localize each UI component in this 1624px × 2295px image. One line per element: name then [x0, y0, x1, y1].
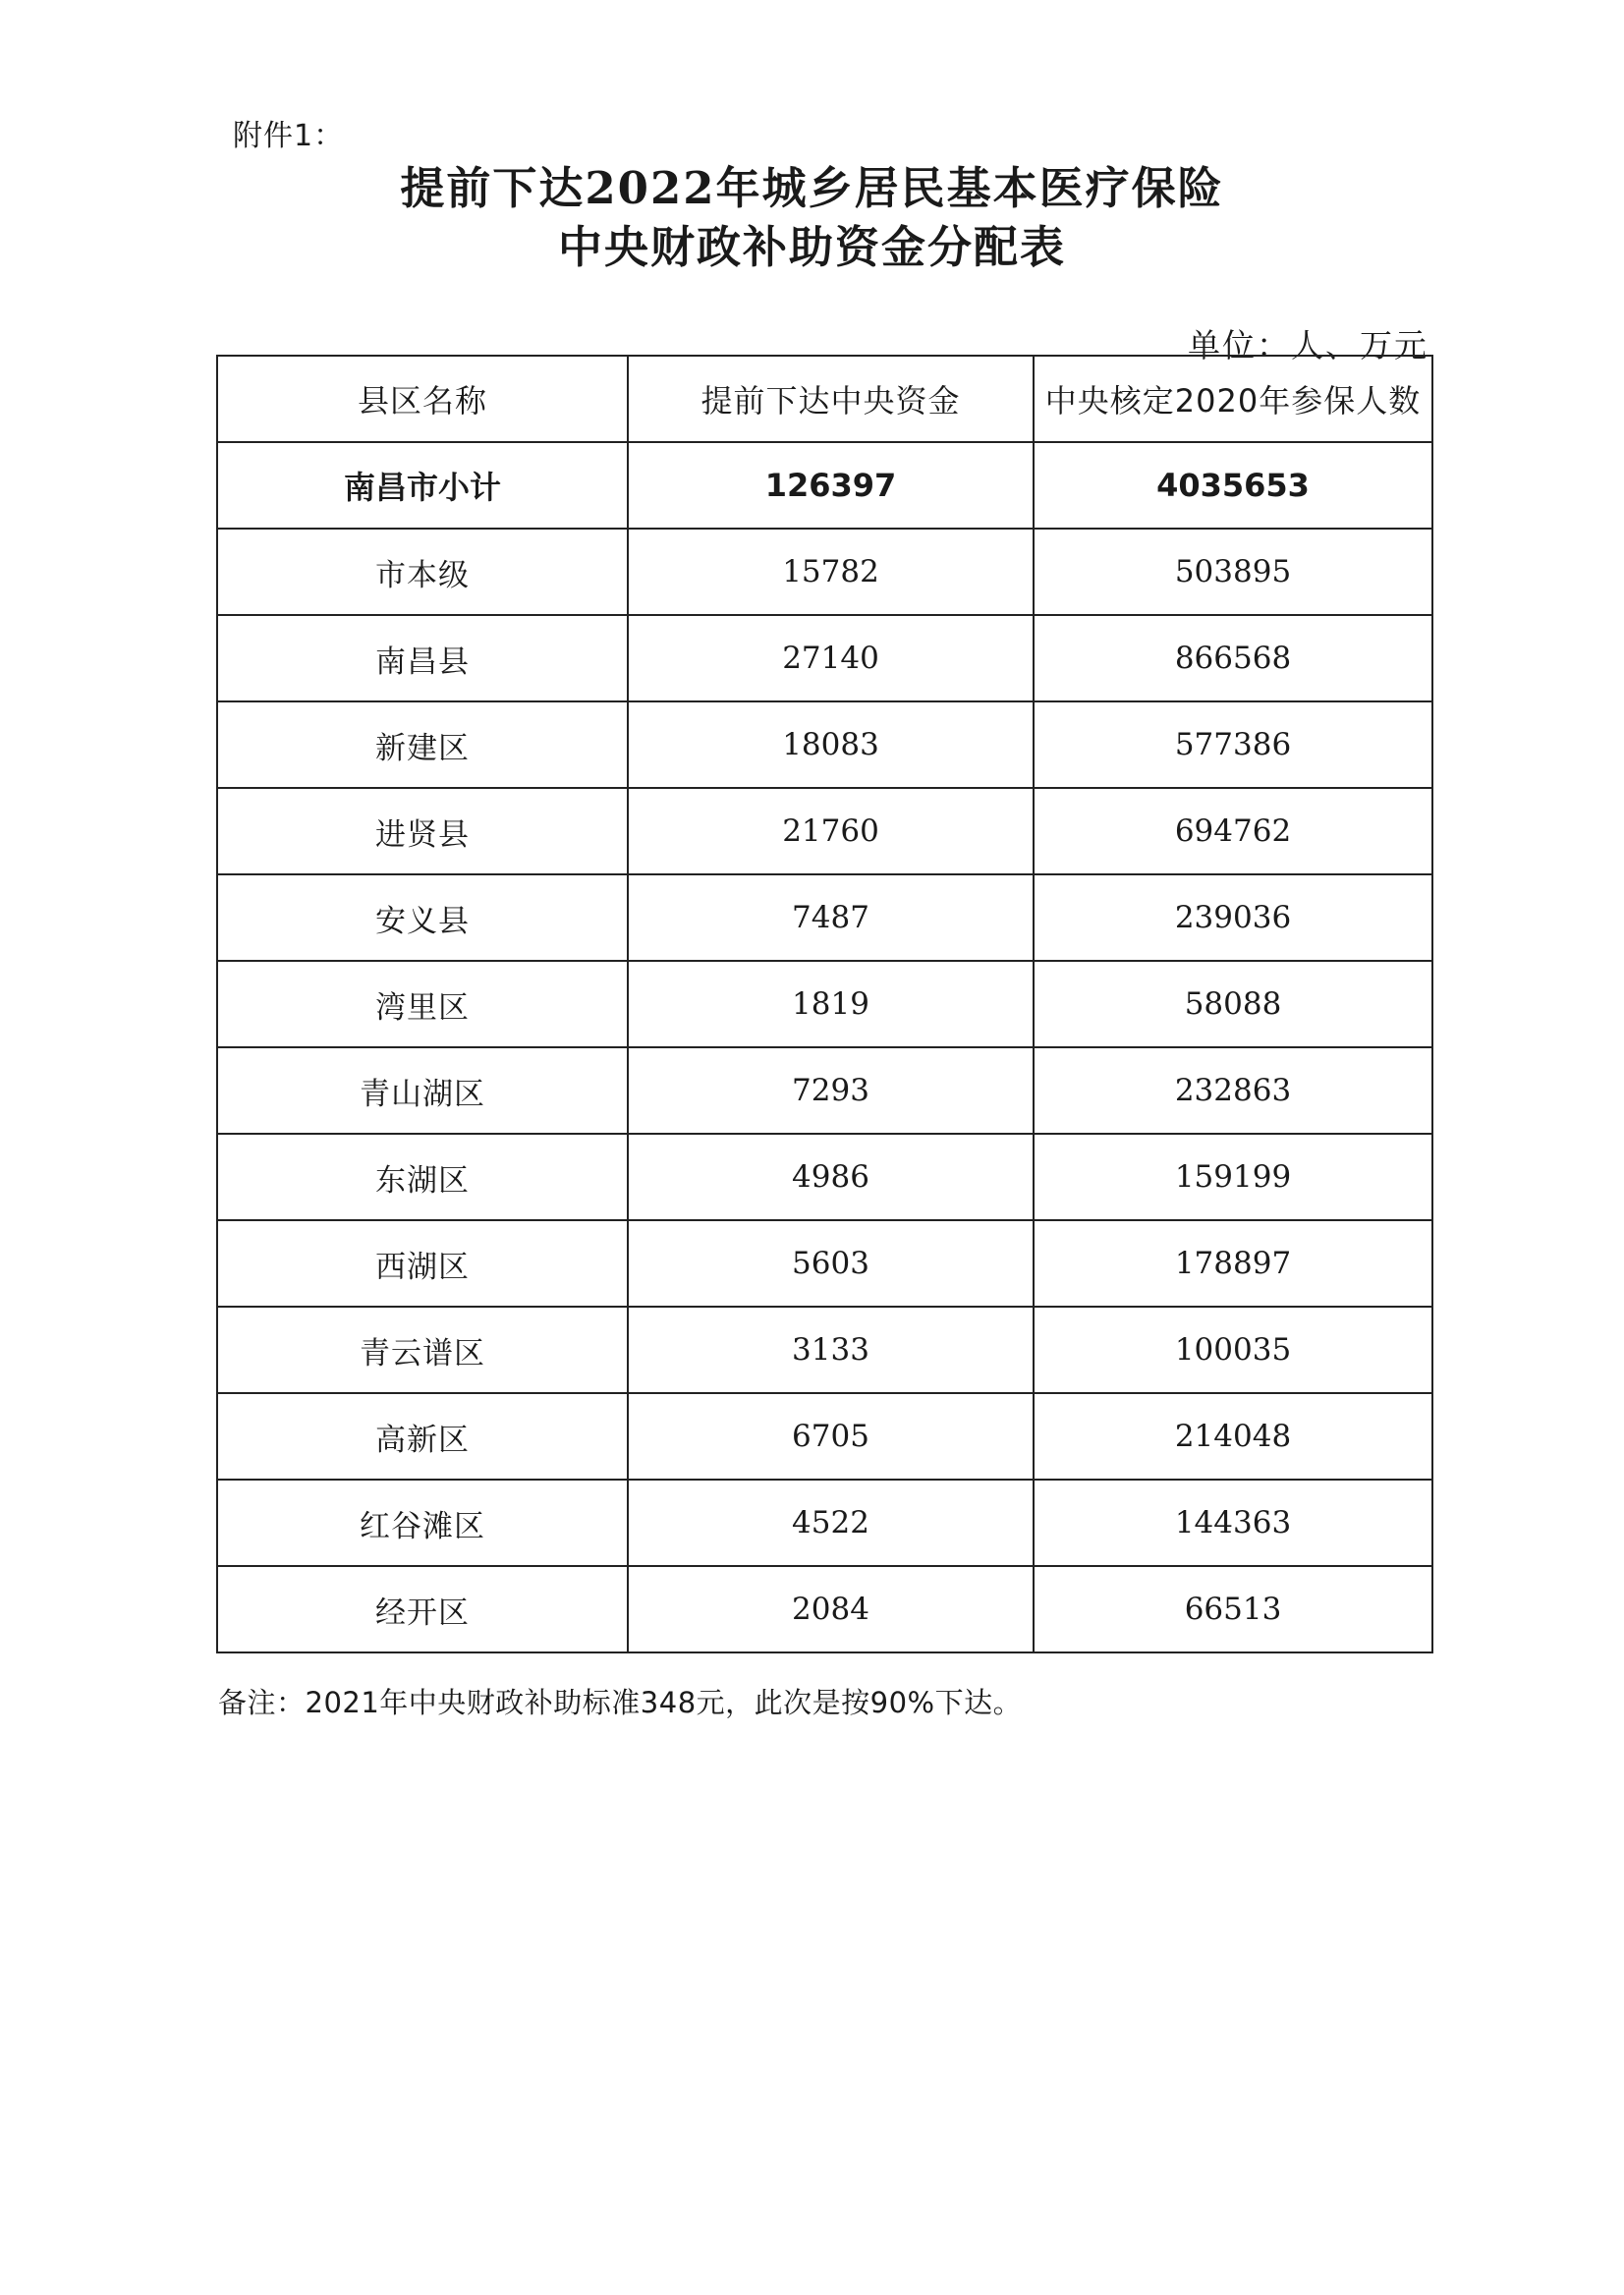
- subtotal-insured: 4035653: [1034, 442, 1432, 529]
- header-county-name: 县区名称: [217, 356, 628, 442]
- table-row: [217, 529, 1432, 615]
- county-name-cell: 安义县: [217, 874, 628, 961]
- table-row: [217, 1307, 1432, 1393]
- county-name-cell: 青山湖区: [217, 1047, 628, 1134]
- insured-count-cell: 100035: [1034, 1307, 1432, 1393]
- county-name-cell: 西湖区: [217, 1220, 628, 1307]
- funds-cell: 15782: [628, 529, 1034, 615]
- subtotal-row: [217, 442, 1432, 529]
- funds-cell: 7293: [628, 1047, 1034, 1134]
- table-row: [217, 1393, 1432, 1480]
- funds-cell: 6705: [628, 1393, 1034, 1480]
- document-title-line1: 提前下达2022年城乡居民基本医疗保险: [400, 162, 1224, 214]
- allocation-table: [216, 355, 1433, 1653]
- county-name-cell: 高新区: [217, 1393, 628, 1480]
- table-row: [217, 1047, 1432, 1134]
- insured-count-cell: 159199: [1034, 1134, 1432, 1220]
- funds-cell: 7487: [628, 874, 1034, 961]
- funds-cell: 2084: [628, 1566, 1034, 1652]
- insured-count-cell: 144363: [1034, 1480, 1432, 1566]
- table-header-row: [217, 356, 1432, 442]
- insured-count-cell: 866568: [1034, 615, 1432, 701]
- table-row: [217, 961, 1432, 1047]
- funds-cell: 27140: [628, 615, 1034, 701]
- subtotal-name: 南昌市小计: [217, 442, 628, 529]
- insured-count-cell: 239036: [1034, 874, 1432, 961]
- funds-cell: 4986: [628, 1134, 1034, 1220]
- county-name-cell: 经开区: [217, 1566, 628, 1652]
- county-name-cell: 红谷滩区: [217, 1480, 628, 1566]
- attachment-label: 附件1：: [233, 119, 345, 153]
- table-row: [217, 1480, 1432, 1566]
- funds-cell: 1819: [628, 961, 1034, 1047]
- county-name-cell: 南昌县: [217, 615, 628, 701]
- table-row: [217, 701, 1432, 788]
- insured-count-cell: 178897: [1034, 1220, 1432, 1307]
- funds-cell: 3133: [628, 1307, 1034, 1393]
- insured-count-cell: 232863: [1034, 1047, 1432, 1134]
- county-name-cell: 新建区: [217, 701, 628, 788]
- unit-label: 单位：人、万元: [1188, 326, 1428, 364]
- table-row: [217, 615, 1432, 701]
- header-insured-count: 中央核定2020年参保人数: [1034, 356, 1432, 442]
- funds-cell: 21760: [628, 788, 1034, 874]
- funds-cell: 18083: [628, 701, 1034, 788]
- table-row: [217, 1134, 1432, 1220]
- footnote: 备注：2021年中央财政补助标准348元，此次是按90%下达。: [218, 1686, 1023, 1719]
- table-row: [217, 1566, 1432, 1652]
- table-row: [217, 874, 1432, 961]
- insured-count-cell: 577386: [1034, 701, 1432, 788]
- insured-count-cell: 694762: [1034, 788, 1432, 874]
- header-advance-funds: 提前下达中央资金: [628, 356, 1034, 442]
- county-name-cell: 进贤县: [217, 788, 628, 874]
- funds-cell: 5603: [628, 1220, 1034, 1307]
- insured-count-cell: 214048: [1034, 1393, 1432, 1480]
- document-title-line2: 中央财政补助资金分配表: [557, 221, 1066, 273]
- county-name-cell: 青云谱区: [217, 1307, 628, 1393]
- table-row: [217, 788, 1432, 874]
- insured-count-cell: 66513: [1034, 1566, 1432, 1652]
- county-name-cell: 湾里区: [217, 961, 628, 1047]
- insured-count-cell: 58088: [1034, 961, 1432, 1047]
- county-name-cell: 东湖区: [217, 1134, 628, 1220]
- insured-count-cell: 503895: [1034, 529, 1432, 615]
- table-row: [217, 1220, 1432, 1307]
- subtotal-funds: 126397: [628, 442, 1034, 529]
- funds-cell: 4522: [628, 1480, 1034, 1566]
- county-name-cell: 市本级: [217, 529, 628, 615]
